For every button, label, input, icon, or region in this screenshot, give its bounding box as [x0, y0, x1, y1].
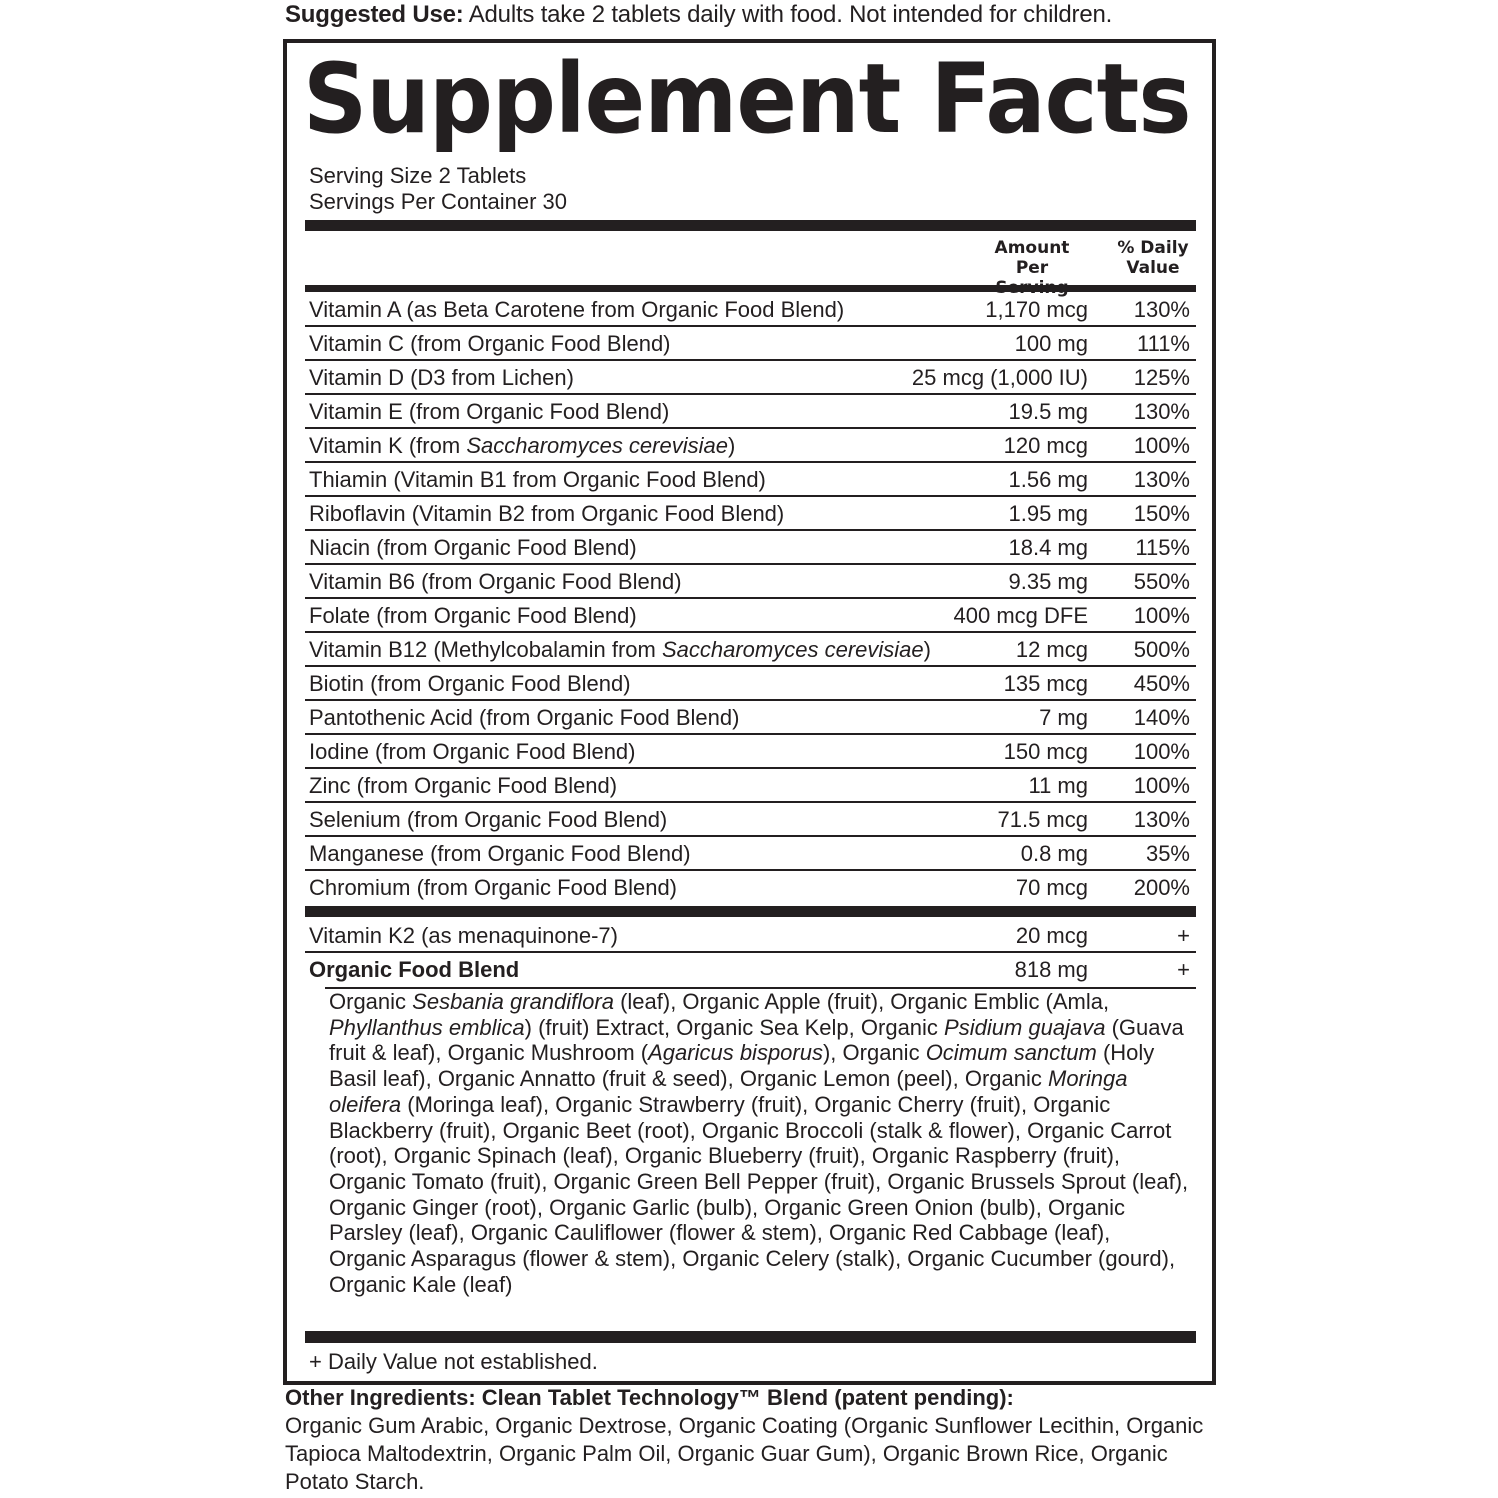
nutrient-amount: 18.4 mg — [1008, 535, 1088, 560]
nutrient-name-text: Pantothenic Acid (from Organic Food Blend) — [309, 705, 740, 730]
blend-daily-value: + — [1177, 957, 1190, 982]
nutrient-name-text: ) — [923, 637, 931, 662]
nutrient-daily-value: 100% — [1133, 433, 1190, 458]
other-ingredients-label: Other Ingredients: Clean Tablet Technology™ Blend (patent pending): — [285, 1385, 1014, 1410]
table-row — [305, 497, 1196, 531]
nutrient-name — [309, 769, 617, 803]
column-header-amount-line1: Amount Per — [994, 238, 1070, 278]
table-row — [305, 633, 1196, 667]
nutrient-name-text: Manganese (from Organic Food Blend) — [309, 841, 691, 866]
table-row — [305, 735, 1196, 769]
blend-ingredient-text: (Guava fruit & leaf), Organic Mushroom ( — [329, 1014, 1184, 1066]
column-header-dv-line1: % Daily — [1117, 238, 1189, 258]
nutrient-amount: 70 mcg — [1015, 875, 1088, 900]
nutrient-amount: 1.95 mg — [1008, 501, 1088, 526]
divider-thick-top — [305, 220, 1196, 231]
blend-ingredient-latin: Agaricus bisporus — [648, 1040, 823, 1066]
table-row — [305, 667, 1196, 701]
nutrient-name — [309, 327, 671, 361]
divider-thick-bottom — [305, 1331, 1196, 1343]
nutrient-daily-value: 130% — [1133, 297, 1190, 322]
nutrient-daily-value: 130% — [1133, 467, 1190, 492]
nutrient-daily-value: 200% — [1133, 875, 1190, 900]
blend-ingredient-text: (Holy Basil leaf), Organic Annatto (fruit & seed), Organic Lemon (peel), Organic — [329, 1040, 1155, 1092]
nutrient-name — [309, 293, 844, 327]
nutrient-daily-value: + — [1177, 923, 1190, 948]
nutrient-name-text: Biotin (from Organic Food Blend) — [309, 671, 631, 696]
table-row — [305, 565, 1196, 599]
nutrient-daily-value: 550% — [1133, 569, 1190, 594]
nutrient-table — [305, 293, 1196, 905]
nutrient-name — [309, 701, 739, 735]
nutrient-name — [309, 871, 677, 905]
nutrient-name — [309, 735, 636, 769]
nutrient-name: Vitamin K2 (as menaquinone-7) — [309, 923, 618, 948]
other-nutrient-table — [305, 919, 1196, 987]
nutrient-daily-value: 100% — [1133, 773, 1190, 798]
nutrient-amount: 20 mcg — [1015, 923, 1088, 948]
nutrient-name — [309, 565, 682, 599]
nutrient-amount: 0.8 mg — [1020, 841, 1088, 866]
panel-title: Supplement Facts — [303, 43, 1191, 155]
nutrient-name — [309, 361, 574, 395]
table-row — [305, 395, 1196, 429]
nutrient-name-text: Niacin (from Organic Food Blend) — [309, 535, 637, 560]
suggested-use — [285, 0, 1225, 30]
blend-ingredient-text: Organic — [329, 989, 413, 1014]
nutrient-amount: 12 mcg — [1015, 637, 1088, 662]
table-row — [305, 463, 1196, 497]
nutrient-name-text: Chromium (from Organic Food Blend) — [309, 875, 678, 900]
table-row — [305, 837, 1196, 871]
blend-amount: 818 mg — [1014, 957, 1088, 982]
nutrient-amount: 71.5 mcg — [997, 807, 1088, 832]
blend-ingredient-latin: Sesbania grandiflora — [412, 989, 614, 1014]
nutrient-amount: 11 mg — [1028, 773, 1088, 798]
nutrient-amount: 120 mcg — [1003, 433, 1088, 458]
divider-thick-middle — [305, 906, 1196, 917]
nutrient-name-text: Riboflavin (Vitamin B2 from Organic Food Blend) — [309, 501, 785, 526]
suggested-use-text: Adults take 2 tablets daily with food. Not intended for children. — [463, 1, 1113, 28]
table-row — [305, 361, 1196, 395]
serving-info — [309, 163, 567, 215]
column-header-daily-value — [1113, 238, 1193, 278]
nutrient-name — [309, 463, 766, 497]
nutrient-name-text: Vitamin D (D3 from Lichen) — [309, 365, 574, 390]
nutrient-amount: 9.35 mg — [1008, 569, 1088, 594]
nutrient-daily-value: 111% — [1136, 331, 1190, 356]
blend-ingredient-text: (leaf), Organic Apple (fruit), Organic Emblic (Amla, — [613, 989, 1110, 1014]
nutrient-daily-value: 35% — [1145, 841, 1190, 866]
table-row — [305, 871, 1196, 905]
nutrient-amount: 100 mg — [1014, 331, 1088, 356]
nutrient-daily-value: 130% — [1133, 399, 1190, 424]
nutrient-name-text: Thiamin (Vitamin B1 from Organic Food Blend) — [309, 467, 766, 492]
table-row — [305, 531, 1196, 565]
nutrient-daily-value: 140% — [1133, 705, 1190, 730]
nutrient-daily-value: 500% — [1133, 637, 1190, 662]
supplement-facts-panel — [283, 39, 1216, 1385]
other-ingredients-text: Organic Gum Arabic, Organic Dextrose, Organic Coating (Organic Sunflower Lecithin, Organic Tapioca Maltodextrin, Organic Palm Oil, Organic Guar Gum), Organic Brown Rice, Organic Potato Starch. — [285, 1413, 1204, 1494]
table-row — [305, 803, 1196, 837]
nutrient-daily-value: 130% — [1133, 807, 1190, 832]
nutrient-amount: 400 mcg DFE — [953, 603, 1088, 628]
nutrient-name — [309, 497, 784, 531]
table-row — [305, 769, 1196, 803]
nutrient-amount: 1.56 mg — [1008, 467, 1088, 492]
nutrient-name — [309, 599, 637, 633]
nutrient-name-text: Vitamin C (from Organic Food Blend) — [309, 331, 671, 356]
nutrient-name — [309, 667, 631, 701]
blend-ingredient-text: (Moringa leaf), Organic Strawberry (fruit), Organic Cherry (fruit), Organic Blackberry (fruit), Organic Beet (root), Organic Broccoli (stalk & flower), Organic Carrot (root), Organic Spinach (leaf), Organic Blueberry (fruit), Organic Raspberry (fruit), Organic Tomato (fruit), Organic Green Bell Pepper (fruit), Organic Brussels Sprout (leaf), Organic Ginger (root), Organic Garlic (bulb), Organic Green Onion (bulb), Organic Parsley (leaf), Organic Cauliflower (flower & stem), Organic Red Cabbage (leaf), Organic Asparagus (flower & stem), Organic Celery (stalk), Organic Cucumber (gourd), Organic Kale (leaf) — [329, 1091, 1189, 1297]
column-header-dv-line2: Value — [1126, 258, 1180, 278]
nutrient-name — [309, 837, 691, 871]
table-row — [305, 919, 1196, 953]
nutrient-name-text: Vitamin B12 (Methylcobalamin from — [309, 637, 662, 662]
nutrient-amount: 7 mg — [1039, 705, 1088, 730]
nutrient-name-text: ) — [727, 433, 736, 458]
blend-ingredients — [329, 989, 1189, 1297]
blend-ingredient-latin: Moringa oleifera — [329, 1066, 1128, 1117]
nutrient-amount: 1,170 mcg — [985, 297, 1088, 322]
nutrient-name-text: Zinc (from Organic Food Blend) — [309, 773, 618, 798]
blend-name: Organic Food Blend — [309, 957, 520, 982]
nutrient-name-text: Folate (from Organic Food Blend) — [309, 603, 637, 628]
nutrient-name-text: Selenium (from Organic Food Blend) — [309, 807, 668, 832]
nutrient-daily-value: 100% — [1133, 603, 1190, 628]
nutrient-name-text: Vitamin A (as Beta Carotene from Organic Food Blend) — [309, 297, 845, 322]
nutrient-daily-value: 450% — [1133, 671, 1190, 696]
nutrient-amount: 135 mcg — [1003, 671, 1088, 696]
footnote: + Daily Value not established. — [309, 1349, 598, 1374]
nutrient-name-italic: Saccharomyces cerevisiae — [466, 433, 728, 458]
nutrient-name-italic: Saccharomyces cerevisiae — [661, 637, 924, 662]
blend-ingredient-latin: Phyllanthus emblica — [329, 1014, 525, 1040]
nutrient-amount: 150 mcg — [1003, 739, 1088, 764]
nutrient-daily-value: 115% — [1135, 535, 1190, 560]
nutrient-name — [309, 803, 667, 837]
nutrient-name-text: Vitamin B6 (from Organic Food Blend) — [309, 569, 682, 594]
nutrient-name — [309, 633, 931, 667]
nutrient-name-text: Vitamin E (from Organic Food Blend) — [309, 399, 670, 424]
suggested-use-label: Suggested Use: — [285, 1, 464, 28]
servings-per-container: Servings Per Container 30 — [309, 189, 568, 214]
blend-ingredient-text: ), Organic — [822, 1040, 926, 1066]
divider-thick-header — [305, 285, 1196, 292]
nutrient-daily-value: 100% — [1133, 739, 1190, 764]
nutrient-daily-value: 125% — [1133, 365, 1190, 390]
blend-ingredient-latin: Ocimum sanctum — [925, 1040, 1097, 1066]
table-row — [305, 429, 1196, 463]
nutrient-amount: 25 mcg (1,000 IU) — [911, 365, 1088, 390]
table-row — [305, 599, 1196, 633]
serving-size: Serving Size 2 Tablets — [309, 163, 527, 188]
table-row — [305, 293, 1196, 327]
nutrient-name — [309, 531, 637, 565]
nutrient-name — [309, 395, 669, 429]
nutrient-name-text: Vitamin K (from — [309, 433, 467, 458]
nutrient-daily-value: 150% — [1133, 501, 1190, 526]
table-row — [305, 953, 1196, 987]
nutrient-name — [309, 429, 735, 463]
blend-ingredient-latin: Psidium guajava — [944, 1014, 1106, 1040]
table-row — [305, 701, 1196, 735]
other-ingredients — [285, 1384, 1215, 1496]
nutrient-amount: 19.5 mg — [1008, 399, 1088, 424]
blend-ingredient-text: ) (fruit) Extract, Organic Sea Kelp, Organic — [524, 1014, 945, 1040]
nutrient-name-text: Iodine (from Organic Food Blend) — [309, 739, 636, 764]
table-row — [305, 327, 1196, 361]
